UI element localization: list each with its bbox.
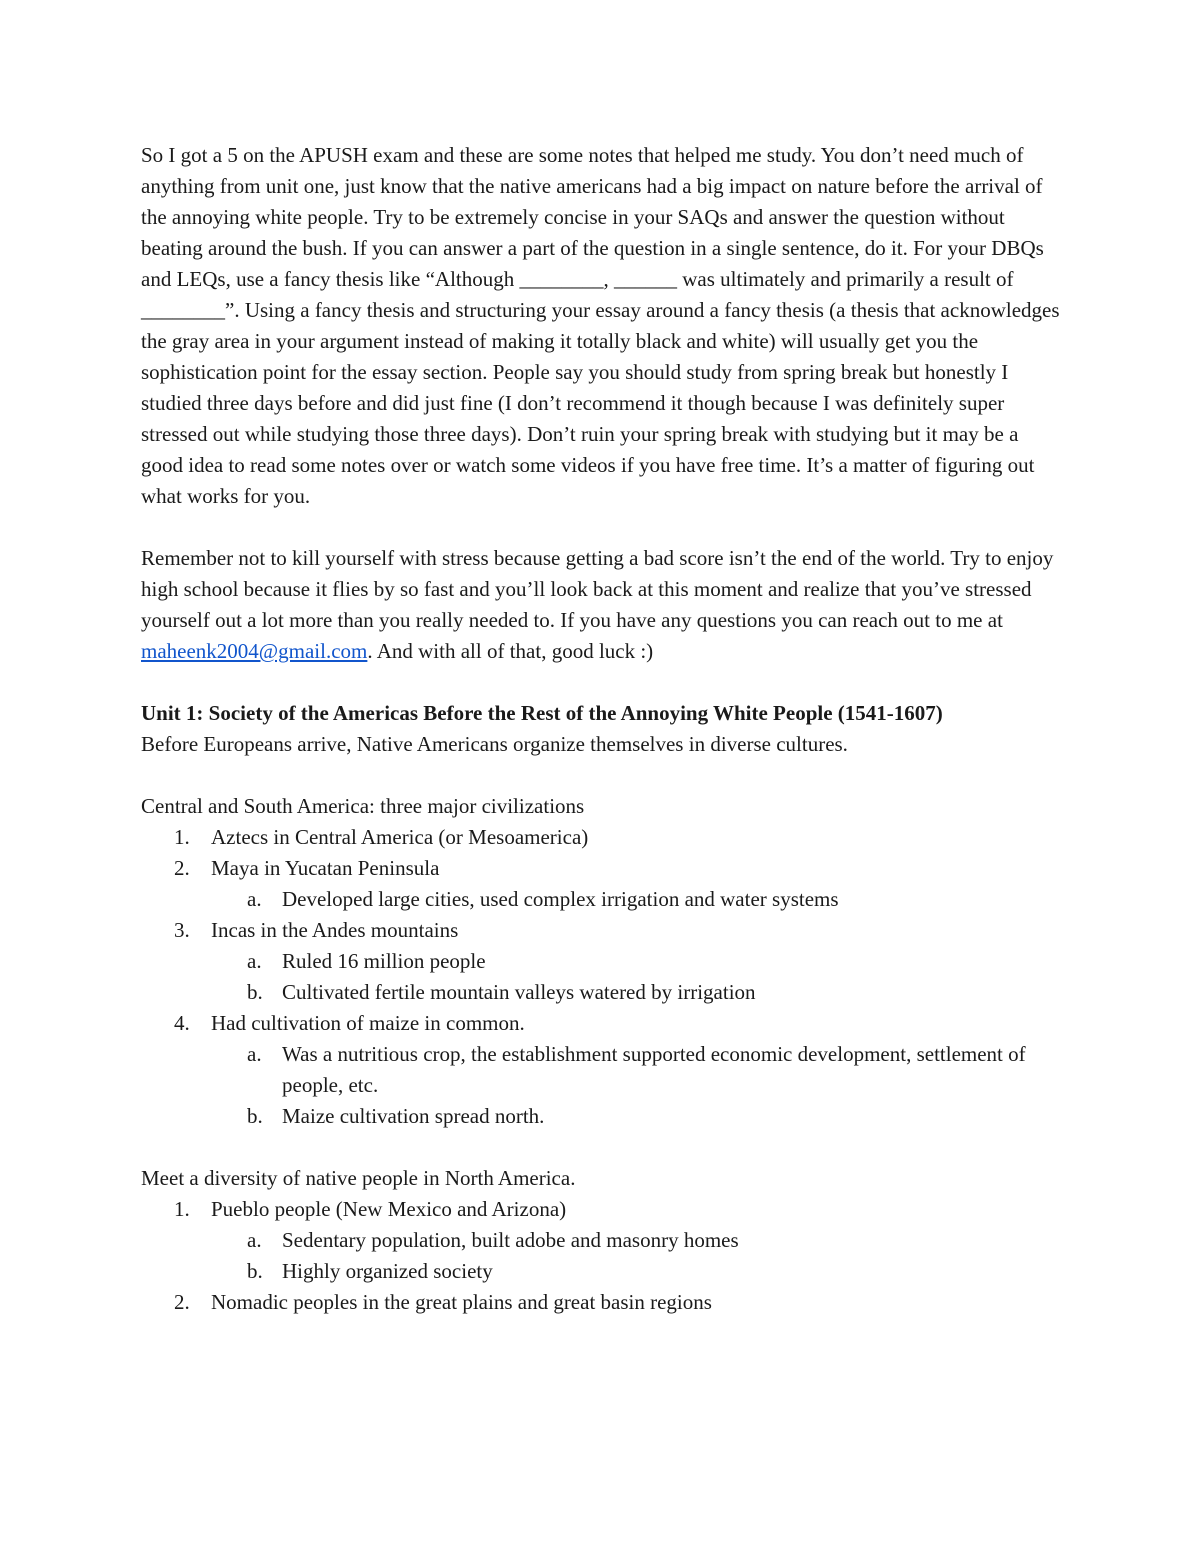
spacer [141,1132,1061,1163]
intro-paragraph: So I got a 5 on the APUSH exam and these are some notes that helped me study. You don’t need much of anything from unit one, just know that the native americans had a big impact on nature before the arrival of the annoying white people. Try to be extremely concise in your SAQs and answer the question without beating around the bush. If you can answer a part of the question in a single sentence, do it. For your DBQs and LEQs, use a fancy thesis like “Although ________, ______ was ultimately and primarily a result of ________”. Using a fancy thesis and structuring your essay around a fancy thesis (a thesis that acknowledges the gray area in your argument instead of making it totally black and white) will usually get you the sophistication point for the essay section. People say you should study from spring break but honestly I studied three days before and did just fine (I don’t recommend it though because I was definitely super stressed out while studying those three days). Don’t ruin your spring break with studying but it may be a good idea to read some notes over or watch some videos if you have free time. It’s a matter of figuring out what works for you. [141,143,1060,508]
spacer [141,760,1061,791]
list-item [141,1194,1061,1287]
email-link[interactable]: maheenk2004@gmail.com [141,639,368,663]
list-item-text: Pueblo people (New Mexico and Arizona) [211,1197,567,1221]
list-item-text: Maya in Yucatan Peninsula [211,856,440,880]
list-item-text: Aztecs in Central America (or Mesoamerica) [211,825,589,849]
unit-heading: Unit 1: Society of the Americas Before the Rest of the Annoying White People (1541-1607) [141,701,943,725]
sub-list-item [211,884,1061,915]
list-marker: 1. [174,1197,190,1221]
sub-list-marker: a. [247,949,262,973]
list-item-text: Had cultivation of maize in common. [211,1011,525,1035]
section-title-central-south: Central and South America: three major civilizations [141,794,585,818]
closing-paragraph [141,543,1061,667]
sub-list-item [211,1256,1061,1287]
sub-list-marker: a. [247,887,262,911]
section-title-north: Meet a diversity of native people in North America. [141,1166,576,1190]
sub-list [211,1225,1061,1287]
sub-list-item [211,1225,1061,1256]
closing-text-end: . And with all of that, good luck :) [367,639,654,663]
document-page [141,140,1061,1318]
north-peoples-list [141,1194,1061,1318]
sub-list [211,884,1061,915]
sub-list-item [211,1039,1061,1101]
sub-list [211,946,1061,1008]
sub-list-item-text: Sedentary population, built adobe and masonry homes [282,1228,739,1252]
sub-list-item-text: Cultivated fertile mountain valleys watered by irrigation [282,980,756,1004]
sub-list-item [211,1101,1061,1132]
sub-list-item-text: Was a nutritious crop, the establishment supported economic development, settlement of people, etc. [282,1042,1026,1097]
sub-list-marker: b. [247,1259,263,1283]
list-marker: 2. [174,856,190,880]
list-marker: 4. [174,1011,190,1035]
spacer [141,512,1061,543]
list-item [141,822,1061,853]
sub-list [211,1039,1061,1132]
unit-subheading: Before Europeans arrive, Native Americans organize themselves in diverse cultures. [141,732,848,756]
list-item-text: Incas in the Andes mountains [211,918,459,942]
list-item [141,915,1061,1008]
sub-list-item-text: Highly organized society [282,1259,493,1283]
civilizations-list [141,822,1061,1132]
sub-list-marker: a. [247,1228,262,1252]
list-marker: 1. [174,825,190,849]
sub-list-marker: b. [247,980,263,1004]
closing-text: Remember not to kill yourself with stress because getting a bad score isn’t the end of the world. Try to enjoy high school because it flies by so fast and you’ll look back at this moment and realize that you’ve stressed yourself out a lot more than you really needed to. If you have any questions you can reach out to me at [141,546,1054,632]
list-item [141,1287,1061,1318]
list-item [141,853,1061,915]
sub-list-item-text: Ruled 16 million people [282,949,486,973]
sub-list-item-text: Developed large cities, used complex irrigation and water systems [282,887,839,911]
list-marker: 2. [174,1290,190,1314]
list-marker: 3. [174,918,190,942]
sub-list-item [211,946,1061,977]
list-item [141,1008,1061,1132]
sub-list-marker: b. [247,1104,263,1128]
sub-list-item [211,977,1061,1008]
sub-list-marker: a. [247,1042,262,1066]
sub-list-item-text: Maize cultivation spread north. [282,1104,545,1128]
list-item-text: Nomadic peoples in the great plains and great basin regions [211,1290,712,1314]
spacer [141,667,1061,698]
